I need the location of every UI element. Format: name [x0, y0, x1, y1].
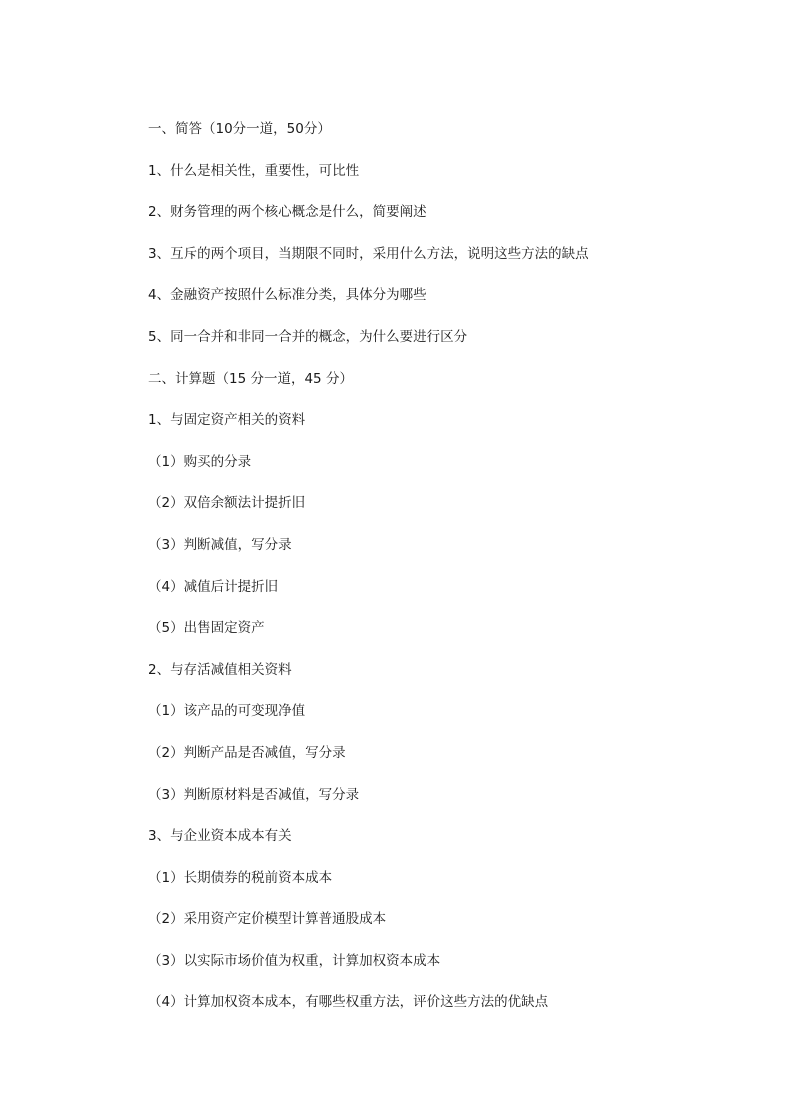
document-body	[148, 119, 748, 1034]
sub-question: （2）双倍余额法计提折旧	[148, 495, 306, 512]
sub-question: （3）判断原材料是否减值，写分录	[148, 786, 360, 803]
sub-question: （1）长期债券的税前资本成本	[148, 869, 333, 886]
section-heading-calculation: 二、计算题（15 分一道，45 分）	[148, 370, 353, 387]
question-1-4: 4、金融资产按照什么标准分类，具体分为哪些	[148, 287, 427, 304]
sub-question: （4）减值后计提折旧	[148, 578, 279, 595]
question-1-3: 3、互斥的两个项目，当期限不同时，采用什么方法，说明这些方法的缺点	[148, 245, 589, 262]
sub-question: （3）判断减值，写分录	[148, 536, 292, 553]
question-1-2: 2、财务管理的两个核心概念是什么，简要阐述	[148, 204, 427, 221]
question-1-5: 5、同一合并和非同一合并的概念，为什么要进行区分	[148, 328, 468, 345]
sub-question: （2）采用资产定价模型计算普通股成本	[148, 911, 387, 928]
sub-question: （1）该产品的可变现净值	[148, 703, 306, 720]
question-2-3: 3、与企业资本成本有关	[148, 828, 292, 845]
question-2-1: 1、与固定资产相关的资料	[148, 412, 306, 429]
sub-question: （2）判断产品是否减值，写分录	[148, 744, 346, 761]
sub-question: （3）以实际市场价值为权重，计算加权资本成本	[148, 952, 441, 969]
sub-question: （5）出售固定资产	[148, 620, 265, 637]
question-2-2: 2、与存活减值相关资料	[148, 661, 292, 678]
question-1-1: 1、什么是相关性，重要性，可比性	[148, 162, 360, 179]
sub-question: （1）购买的分录	[148, 453, 252, 470]
section-heading-short-answer: 一、简答（10分一道，50分）	[148, 121, 331, 137]
sub-question: （4）计算加权资本成本，有哪些权重方法，评价这些方法的优缺点	[148, 994, 549, 1011]
